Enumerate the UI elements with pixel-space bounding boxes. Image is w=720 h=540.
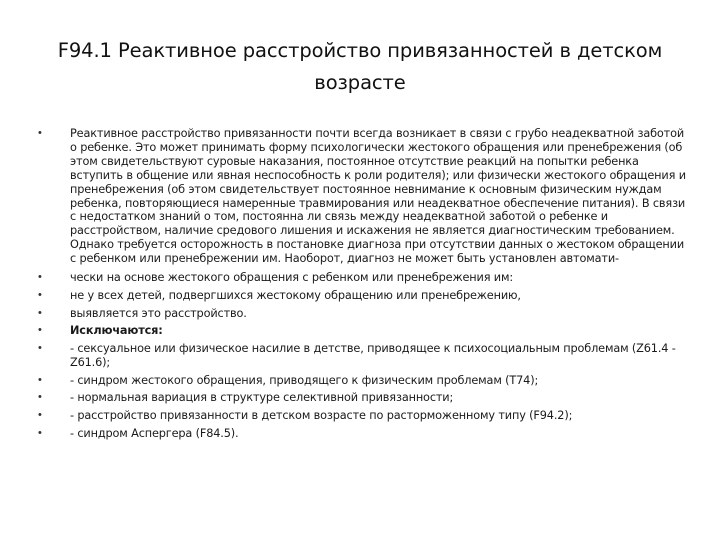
list-item xyxy=(36,271,686,285)
list-item-text: выявляется это расстройство. xyxy=(70,306,247,320)
bullet-icon: • xyxy=(38,373,42,386)
bullet-icon: • xyxy=(38,391,42,404)
list-item-text: - синдром жестокого обращения, приводящего к физическим проблемам (T74); xyxy=(70,373,539,387)
list-item-text: - сексуальное или физическое насилие в детстве, приводящее к психосоциальным проблемам (Z61.4 - Z61.6); xyxy=(70,342,676,369)
list-item-text: не у всех детей, подвергшихся жестокому обращению или пренебрежению, xyxy=(70,288,521,302)
slide-title: F94.1 Реактивное расстройство привязанностей в детском возрасте xyxy=(57,39,663,95)
list-item-text: - нормальная вариация в структуре селективной привязанности; xyxy=(70,391,454,405)
list-item xyxy=(36,409,686,423)
list-item xyxy=(36,374,686,388)
paragraph-text: Реактивное расстройство привязанности почти всегда возникает в связи с грубо неадекватной заботой о ребенке. Это может принимать форму психологически жестокого обращения или пренебрежения (об этом свидетельствуют суровые наказания, постоянное отсутствие реакций на попытки ребенка вступить в общение или явная неспособность к роли родителя); или физически жестокого обращения и пренебрежения (об этом свидетельствует постоянное невнимание к основным физическим нуждам ребенка, повторяющиеся намеренные травмирования или неадекватное обеспечение питания). В связи с недостатком знаний о том, постоянна ли связь между неадекватной заботой о ребенке и расстройством, наличие средового лишения и искажения не является диагностическим требованием. Однако требуется осторожность в постановке диагноза при отсутствии данных о жестоком обращении с ребенком или пренебрежении им. Наоборот, диагноз не может быть установлен автомати- xyxy=(70,127,686,266)
bullet-icon: • xyxy=(38,288,42,301)
bullet-icon: • xyxy=(38,426,42,439)
bullet-icon: • xyxy=(38,409,42,422)
list-item-text: - расстройство привязанности в детском возрасте по расторможенному типу (F94.2); xyxy=(70,409,573,423)
list-item xyxy=(36,427,686,441)
list-item xyxy=(36,289,686,303)
bullet-icon: • xyxy=(38,324,42,337)
list-item xyxy=(36,342,686,369)
list-item-text: чески на основе жестокого обращения с ребенком или пренебрежения им: xyxy=(70,271,514,285)
list-item xyxy=(36,391,686,405)
list-item-text: - синдром Аспергера (F84.5). xyxy=(70,426,239,440)
list-item xyxy=(36,307,686,321)
bullet-icon: • xyxy=(38,342,42,355)
bullet-icon: • xyxy=(38,306,42,319)
bullet-icon: • xyxy=(38,271,42,284)
exclusions-heading: Исключаются: xyxy=(70,324,163,338)
bullet-list xyxy=(36,127,686,445)
bullet-paragraph xyxy=(36,127,686,266)
list-item xyxy=(36,324,686,338)
bullet-icon: • xyxy=(38,127,42,139)
